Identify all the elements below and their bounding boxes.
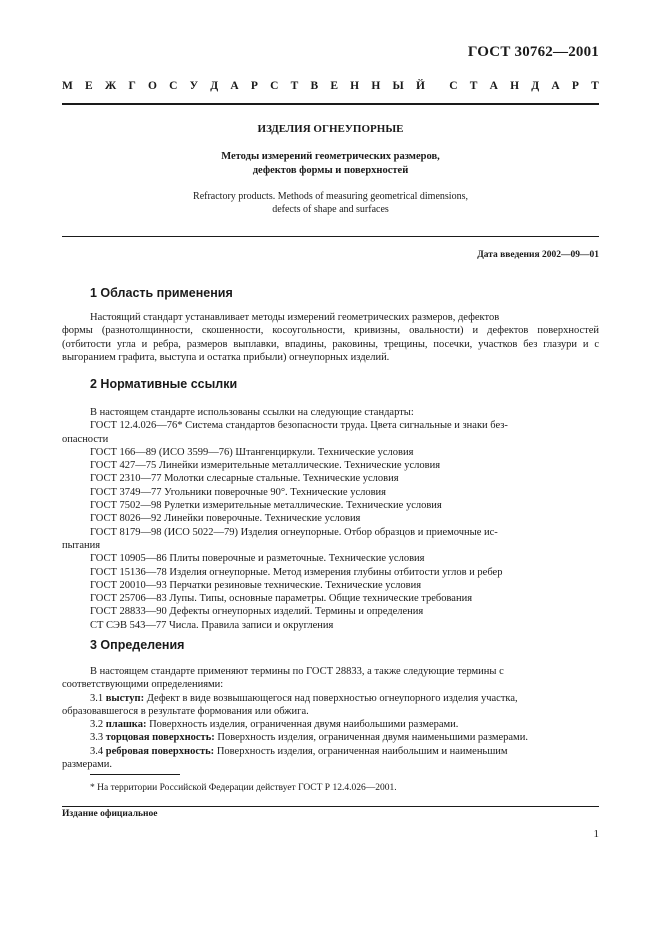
definition-text: Поверхность изделия, ограниченная наибольшим и наименьшим (214, 745, 508, 757)
definition-number: 3.2 (90, 719, 104, 731)
english-title-line: Refractory products. Methods of measuring geometrical dimensions, (193, 191, 468, 202)
section-2-body (62, 406, 599, 632)
section-2-heading: 2 Нормативные ссылки (90, 377, 238, 391)
banner-letter: Т (591, 80, 599, 92)
banner-letter: С (169, 80, 178, 92)
banner-letter: С (449, 80, 458, 92)
definition-continuation: образовавшегося в результате формования или обжига. (62, 705, 309, 717)
footnote: * На территории Российской Федерации действует ГОСТ Р 12.4.026—2001. (90, 783, 397, 793)
banner-letter: Е (330, 80, 338, 92)
definition-text: Поверхность изделия, ограниченная двумя наименьшими размерами. (214, 732, 528, 744)
banner-letter: Р (250, 80, 258, 92)
banner-letter: Р (571, 80, 579, 92)
top-rule (62, 103, 599, 105)
banner-letter: Д (531, 80, 540, 92)
definition-term: торцовая поверхность: (105, 732, 215, 744)
reference-item: ГОСТ 3749—77 Угольники поверочные 90°. Технические условия (90, 486, 387, 498)
banner-letter: С (270, 80, 279, 92)
page-number: 1 (593, 828, 599, 840)
reference-item: ГОСТ 12.4.026—76* Система стандартов безопасности труда. Цвета сигнальные и знаки без- (90, 420, 508, 432)
definitions-intro-continuation: соответствующими определениями: (62, 679, 224, 691)
reference-item: ГОСТ 427—75 Линейки измерительные металлические. Технические условия (90, 460, 441, 472)
document-title: ИЗДЕЛИЯ ОГНЕУПОРНЫЕ (257, 123, 404, 135)
banner-letter: А (489, 80, 498, 92)
banner-letter: Д (210, 80, 219, 92)
gost-number: ГОСТ 30762—2001 (467, 44, 599, 60)
banner-letter: Т (290, 80, 299, 92)
section-1-heading: 1 Область применения (90, 286, 233, 300)
reference-item: ГОСТ 2310—77 Молотки слесарные стальные. Технические условия (90, 473, 399, 485)
banner-letter: Н (350, 80, 360, 92)
english-title-line: defects of shape and surfaces (272, 204, 389, 215)
definition-item (90, 692, 599, 705)
english-title (0, 190, 661, 216)
definition-item (90, 745, 599, 758)
banner-letter: Ы (392, 80, 404, 92)
banner-letter: Ж (104, 80, 117, 92)
banner-letter: Т (469, 80, 478, 92)
reference-item: ГОСТ 8026—92 Линейки поверочные. Технические условия (90, 513, 361, 525)
section-3-heading: 3 Определения (90, 638, 185, 652)
document-subtitle (0, 150, 661, 178)
definition-number: 3.4 (90, 745, 104, 757)
official-edition-label: Издание официальное (62, 809, 158, 819)
reference-item: СТ СЭВ 543—77 Числа. Правила записи и округления (90, 619, 334, 631)
banner-letter: В (310, 80, 319, 92)
definition-term: выступ: (105, 692, 145, 704)
banner-letter: Г (128, 80, 136, 92)
definition-item (90, 731, 599, 744)
banner-letter: А (551, 80, 560, 92)
reference-item: ГОСТ 25706—83 Лупы. Типы, основные параметры. Общие технические требования (90, 593, 473, 605)
definition-text: Поверхность изделия, ограниченная двумя наибольшими размерами. (146, 719, 459, 731)
definition-number: 3.1 (90, 692, 104, 704)
paragraph-first-line: Настоящий стандарт устанавливает методы измерений геометрических размеров, дефектов (90, 312, 500, 323)
interstate-standard-banner (62, 80, 599, 92)
reference-item: ГОСТ 7502—98 Рулетки измерительные металлические. Технические условия (90, 500, 442, 512)
bottom-rule (62, 806, 599, 807)
section-3-body (62, 665, 599, 771)
references-intro: В настоящем стандарте использованы ссылки на следующие стандарты: (90, 407, 414, 418)
reference-item: ГОСТ 20010—93 Перчатки резиновые технические. Технические условия (90, 579, 422, 591)
reference-item-continuation: опасности (62, 433, 109, 445)
banner-letter: Е (85, 80, 93, 92)
banner-letter: Н (510, 80, 520, 92)
reference-item: ГОСТ 15136—78 Изделия огнеупорные. Метод измерения глубины отбитости углов и ребер (90, 566, 503, 578)
banner-letter: У (189, 80, 199, 92)
reference-item-continuation: пытания (62, 539, 101, 551)
definition-continuation: размерами. (62, 759, 113, 771)
definitions-intro-line: В настоящем стандарте применяют термины по ГОСТ 28833, а также следующие термины с (90, 666, 504, 677)
section-1-body (62, 311, 599, 364)
banner-letter: О (147, 80, 157, 92)
subtitle-line: Методы измерений геометрических размеров, (221, 151, 440, 162)
paragraph-continuation: формы (разнотолщинности, скошенности, косоугольности, кривизны, овальности) и дефектов поверхностей (отбитости угла и ребра, размеров выплавки, впадины, раковины, трещины, посечки, участков без глазури и с выгоранием графита, выступа и остатка прибыли) огнеупорных изделий. (62, 325, 599, 363)
definition-item (90, 718, 599, 731)
middle-rule (62, 236, 599, 237)
subtitle-line: дефектов формы и поверхностей (252, 165, 409, 176)
banner-letter: М (62, 80, 73, 92)
banner-letter: Й (415, 80, 425, 92)
definition-number: 3.3 (90, 732, 104, 744)
definition-text: Дефект в виде возвышающегося над поверхностью огнеупорного изделия участка, (144, 692, 518, 704)
banner-letter: Н (371, 80, 381, 92)
banner-letter: А (230, 80, 239, 92)
reference-item: ГОСТ 8179—98 (ИСО 5022—79) Изделия огнеупорные. Отбор образцов и приемочные ис- (90, 526, 498, 538)
reference-item: ГОСТ 10905—86 Плиты поверочные и разметочные. Технические условия (90, 553, 425, 565)
definition-term: ребровая поверхность: (105, 745, 215, 757)
footnote-rule (90, 774, 180, 775)
introduction-date: Дата введения 2002—09—01 (477, 250, 599, 260)
definition-term: плашка: (105, 719, 147, 731)
reference-item: ГОСТ 28833—90 Дефекты огнеупорных изделий. Термины и определения (90, 606, 424, 618)
reference-item: ГОСТ 166—89 (ИСО 3599—76) Штангенциркули. Технические условия (90, 446, 414, 458)
